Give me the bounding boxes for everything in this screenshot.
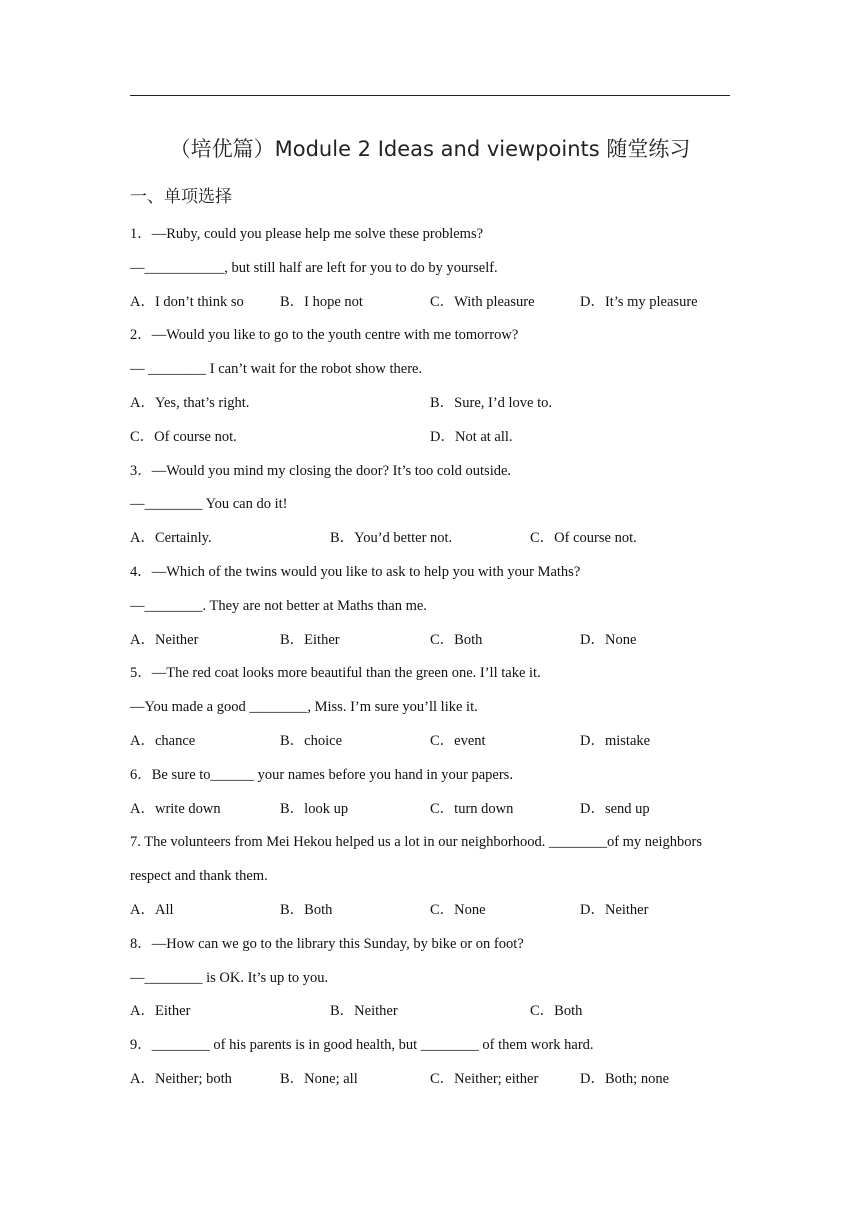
page-title: （培优篇）Module 2 Ideas and viewpoints 随堂练习	[169, 137, 691, 161]
question-line: —You made a good ________, Miss. I’m sure you’ll like it.	[130, 699, 478, 716]
answer-option[interactable]: B．Both	[280, 902, 333, 918]
answer-option[interactable]: B．Neither	[330, 1003, 398, 1020]
answer-option[interactable]: D．None	[580, 631, 637, 648]
question-stem: 2．—Would you like to go to the youth centre with me tomorrow?	[130, 327, 519, 344]
answer-options	[130, 1002, 730, 1020]
question-line: —___________, but still half are left for you to do by yourself.	[130, 259, 498, 276]
answer-option[interactable]: B．Sure, I’d love to.	[430, 395, 553, 411]
answer-option[interactable]: C．Neither; either	[430, 1071, 539, 1087]
question-line: respect and thank them.	[130, 868, 268, 885]
question-stem: 4．—Which of the twins would you like to ask to help you with your Maths?	[130, 564, 581, 580]
answer-option[interactable]: C．None	[430, 902, 486, 918]
answer-option[interactable]: A．Neither; both	[130, 1071, 232, 1087]
answer-option[interactable]: C．Of course not.	[130, 428, 237, 445]
answer-option[interactable]: C．With pleasure	[430, 293, 535, 310]
answer-option[interactable]: D．Both; none	[580, 1071, 670, 1087]
answer-option[interactable]: A．chance	[130, 733, 196, 749]
answer-option[interactable]: A．Either	[130, 1003, 191, 1020]
answer-options	[130, 732, 730, 750]
answer-options	[130, 631, 730, 649]
answer-option[interactable]: B．None; all	[280, 1071, 358, 1087]
answer-option[interactable]: C．event	[430, 733, 486, 749]
answer-option[interactable]: A．I don’t think so	[130, 293, 244, 310]
question-line: — ________ I can’t wait for the robot show there.	[130, 361, 423, 378]
answer-option[interactable]: B．You’d better not.	[330, 530, 453, 547]
answer-option[interactable]: D．Not at all.	[430, 428, 513, 445]
answer-option[interactable]: A．All	[130, 902, 174, 918]
question-stem: 3．—Would you mind my closing the door? It’s too cold outside.	[130, 462, 512, 479]
question-line: —________ You can do it!	[130, 496, 288, 513]
answer-option[interactable]: C．Both	[430, 631, 483, 648]
answer-option[interactable]: A．Certainly.	[130, 530, 212, 547]
question-stem: 9．________ of his parents is in good health, but ________ of them work hard.	[130, 1037, 594, 1054]
answer-option[interactable]: C．Both	[530, 1003, 583, 1020]
answer-option[interactable]: B．choice	[280, 733, 343, 749]
answer-option[interactable]: C．Of course not.	[530, 530, 637, 547]
question-stem: 7. The volunteers from Mei Hekou helped us a lot in our neighborhood. ________of my neighbors	[130, 834, 702, 851]
answer-options	[130, 529, 730, 547]
answer-options	[130, 428, 730, 446]
question-stem: 1．—Ruby, could you please help me solve these problems?	[130, 226, 484, 242]
answer-option[interactable]: B．Either	[280, 631, 340, 648]
answer-options	[130, 1070, 730, 1088]
answer-option[interactable]: D．mistake	[580, 733, 651, 749]
answer-option[interactable]: D．It’s my pleasure	[580, 293, 698, 310]
answer-options	[130, 293, 730, 311]
question-stem: 8．—How can we go to the library this Sunday, by bike or on foot?	[130, 935, 524, 952]
answer-option[interactable]: B．I hope not	[280, 293, 363, 310]
question-line: —________. They are not better at Maths than me.	[130, 597, 427, 614]
answer-options	[130, 800, 730, 818]
answer-option[interactable]: B．look up	[280, 800, 349, 817]
answer-option[interactable]: A．Yes, that’s right.	[130, 395, 250, 411]
question-stem: 6．Be sure to______ your names before you hand in your papers.	[130, 766, 513, 783]
answer-option[interactable]: A．write down	[130, 800, 221, 817]
header-rule	[130, 95, 730, 96]
answer-option[interactable]: C．turn down	[430, 800, 514, 817]
section-heading: 一、单项选择	[130, 187, 232, 207]
answer-option[interactable]: D．send up	[580, 800, 650, 817]
answer-options	[130, 394, 730, 412]
answer-options	[130, 901, 730, 919]
question-stem: 5．—The red coat looks more beautiful than the green one. I’ll take it.	[130, 665, 541, 682]
answer-option[interactable]: A．Neither	[130, 631, 199, 648]
question-line: —________ is OK. It’s up to you.	[130, 969, 329, 986]
answer-option[interactable]: D．Neither	[580, 902, 649, 918]
